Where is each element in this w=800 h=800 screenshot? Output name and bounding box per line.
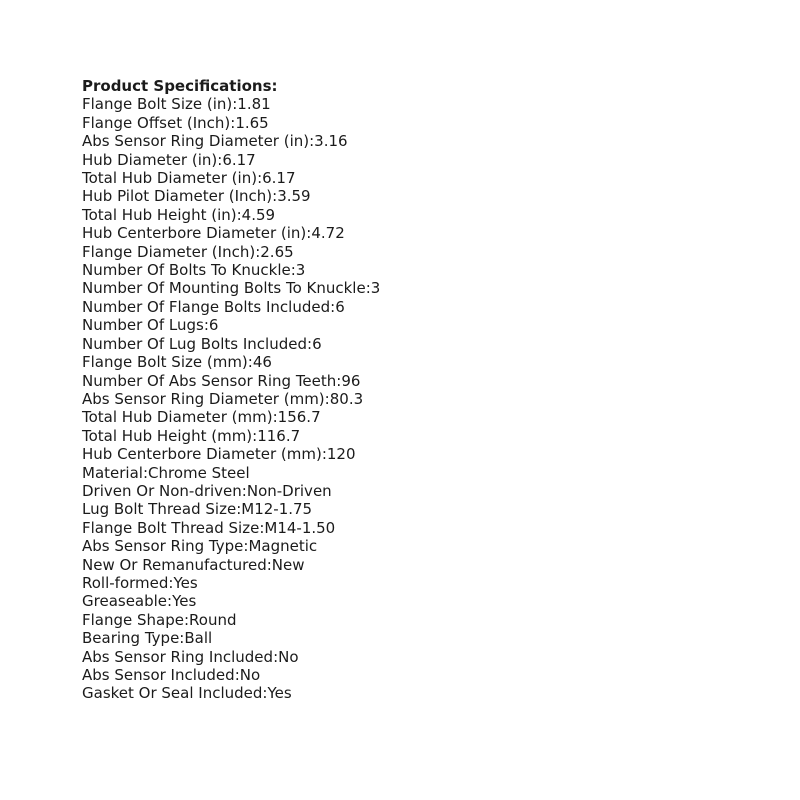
spec-separator: : — [236, 205, 242, 224]
spec-row — [82, 390, 722, 408]
spec-row — [82, 556, 722, 574]
spec-separator: : — [309, 132, 315, 151]
spec-row — [82, 298, 722, 316]
spec-row — [82, 629, 722, 647]
spec-separator: : — [273, 647, 279, 666]
spec-label: Number Of Lug Bolts Included — [82, 334, 307, 353]
spec-value: 6.17 — [262, 169, 296, 188]
spec-separator: : — [324, 389, 330, 408]
spec-row — [82, 316, 722, 334]
spec-label: Bearing Type — [82, 629, 180, 648]
spec-label: New Or Remanufactured — [82, 555, 267, 574]
spec-separator: : — [266, 555, 272, 574]
spec-label: Abs Sensor Ring Type — [82, 537, 244, 556]
spec-label: Hub Pilot Diameter (Inch) — [82, 187, 273, 206]
spec-label: Number Of Bolts To Knuckle — [82, 261, 291, 280]
spec-value: Chrome Steel — [148, 463, 250, 482]
spec-value: 3.16 — [314, 132, 348, 151]
spec-separator: : — [307, 334, 313, 353]
spec-row — [82, 187, 722, 205]
spec-label: Abs Sensor Ring Diameter (mm) — [82, 389, 325, 408]
spec-value: M12-1.75 — [241, 500, 313, 519]
spec-label: Hub Diameter (in) — [82, 150, 218, 169]
spec-value: Round — [189, 610, 237, 629]
spec-separator: : — [306, 224, 312, 243]
spec-value: M14-1.50 — [264, 518, 336, 537]
spec-value: Yes — [172, 592, 197, 611]
spec-row — [82, 427, 722, 445]
spec-row — [82, 519, 722, 537]
spec-label: Lug Bolt Thread Size — [82, 500, 237, 519]
spec-row — [82, 666, 722, 684]
spec-label: Total Hub Height (in) — [82, 205, 237, 224]
spec-label: Material — [82, 463, 143, 482]
spec-value: No — [278, 647, 299, 666]
spec-separator: : — [257, 169, 263, 188]
spec-row — [82, 445, 722, 463]
spec-label: Total Hub Height (mm) — [82, 426, 253, 445]
spec-label: Number Of Mounting Bolts To Knuckle — [82, 279, 366, 298]
spec-value: 156.7 — [277, 408, 321, 427]
spec-row — [82, 684, 722, 702]
spec-separator: : — [243, 537, 249, 556]
spec-separator: : — [330, 297, 336, 316]
spec-label: Number Of Abs Sensor Ring Teeth — [82, 371, 337, 390]
spec-label: Flange Bolt Thread Size — [82, 518, 260, 537]
spec-value: 4.59 — [241, 205, 276, 224]
spec-row — [82, 224, 722, 242]
spec-label: Abs Sensor Ring Diameter (in) — [82, 132, 310, 151]
specifications-title: Product Specifications: — [82, 77, 278, 95]
spec-value: Yes — [267, 684, 292, 703]
spec-value: 120 — [326, 445, 356, 464]
spec-separator: : — [232, 95, 238, 114]
spec-separator: : — [167, 592, 173, 611]
spec-row — [82, 408, 722, 426]
spec-separator: : — [168, 573, 174, 592]
spec-row — [82, 353, 722, 371]
spec-label: Number Of Lugs — [82, 316, 204, 335]
spec-value: Magnetic — [248, 537, 318, 556]
spec-separator: : — [241, 481, 247, 500]
spec-value: Non-Driven — [246, 481, 332, 500]
spec-separator: : — [183, 610, 190, 629]
spec-value: New — [271, 555, 305, 574]
spec-value: 2.65 — [260, 242, 294, 261]
spec-separator: : — [272, 187, 278, 206]
spec-value: 46 — [252, 353, 272, 372]
spec-label: Hub Centerbore Diameter (mm) — [82, 445, 322, 464]
spec-row — [82, 372, 722, 390]
spec-separator: : — [203, 316, 209, 335]
spec-separator: : — [179, 629, 185, 648]
spec-value: 3 — [370, 279, 381, 298]
spec-value: 1.65 — [235, 113, 269, 132]
spec-row — [82, 151, 722, 169]
spec-row — [82, 611, 722, 629]
spec-row — [82, 574, 722, 592]
spec-row — [82, 169, 722, 187]
spec-list — [82, 95, 722, 702]
spec-separator: : — [272, 408, 278, 427]
spec-value: Yes — [173, 573, 198, 592]
spec-label: Abs Sensor Ring Included — [82, 647, 274, 666]
spec-separator: : — [230, 113, 236, 132]
spec-row — [82, 132, 722, 150]
spec-value: 6 — [312, 334, 322, 353]
spec-row — [82, 592, 722, 610]
spec-separator: : — [142, 463, 148, 482]
spec-row — [82, 537, 722, 555]
product-specifications — [82, 77, 722, 703]
spec-separator: : — [321, 445, 327, 464]
spec-separator: : — [234, 666, 240, 684]
spec-value: 116.7 — [257, 426, 301, 445]
spec-separator: : — [236, 500, 242, 519]
spec-label: Flange Shape — [82, 610, 184, 629]
spec-row — [82, 206, 722, 224]
spec-row — [82, 243, 722, 261]
spec-label: Greaseable — [82, 592, 168, 611]
spec-value: Ball — [184, 629, 213, 648]
spec-separator: : — [217, 150, 223, 169]
spec-value: 3 — [295, 261, 306, 280]
spec-label: Flange Bolt Size (mm) — [82, 353, 248, 372]
spec-row — [82, 335, 722, 353]
spec-separator: : — [365, 279, 371, 298]
spec-value: 3.59 — [277, 187, 311, 206]
spec-row — [82, 261, 722, 279]
spec-label: Total Hub Diameter (mm) — [82, 408, 273, 427]
spec-value: 6 — [335, 297, 345, 316]
spec-value: 1.81 — [237, 95, 271, 114]
spec-label: Flange Bolt Size (in) — [82, 95, 233, 114]
spec-separator: : — [255, 242, 261, 261]
spec-row — [82, 482, 722, 500]
spec-label: Number Of Flange Bolts Included — [82, 297, 331, 316]
spec-value: No — [239, 666, 261, 684]
spec-label: Flange Diameter (Inch) — [82, 242, 256, 261]
spec-label: Abs Sensor Included — [82, 666, 235, 684]
spec-value: 80.3 — [329, 389, 364, 408]
spec-separator: : — [247, 353, 253, 372]
spec-row — [82, 648, 722, 666]
spec-row — [82, 500, 722, 518]
spec-label: Flange Offset (Inch) — [82, 113, 231, 132]
spec-label: Hub Centerbore Diameter (in) — [82, 224, 307, 243]
spec-row — [82, 279, 722, 297]
spec-row — [82, 114, 722, 132]
spec-value: 4.72 — [311, 224, 345, 243]
spec-label: Driven Or Non-driven — [82, 481, 242, 500]
spec-separator: : — [252, 426, 258, 445]
spec-label: Roll-formed — [82, 573, 169, 592]
spec-separator: : — [259, 518, 265, 537]
spec-separator: : — [262, 684, 268, 703]
spec-label: Gasket Or Seal Included — [82, 684, 263, 703]
spec-value: 96 — [341, 371, 361, 390]
spec-label: Total Hub Diameter (in) — [82, 169, 258, 188]
spec-row — [82, 464, 722, 482]
spec-value: 6.17 — [222, 150, 256, 169]
spec-separator: : — [290, 261, 296, 280]
spec-value: 6 — [208, 316, 219, 335]
spec-row — [82, 95, 722, 113]
spec-separator: : — [336, 371, 342, 390]
